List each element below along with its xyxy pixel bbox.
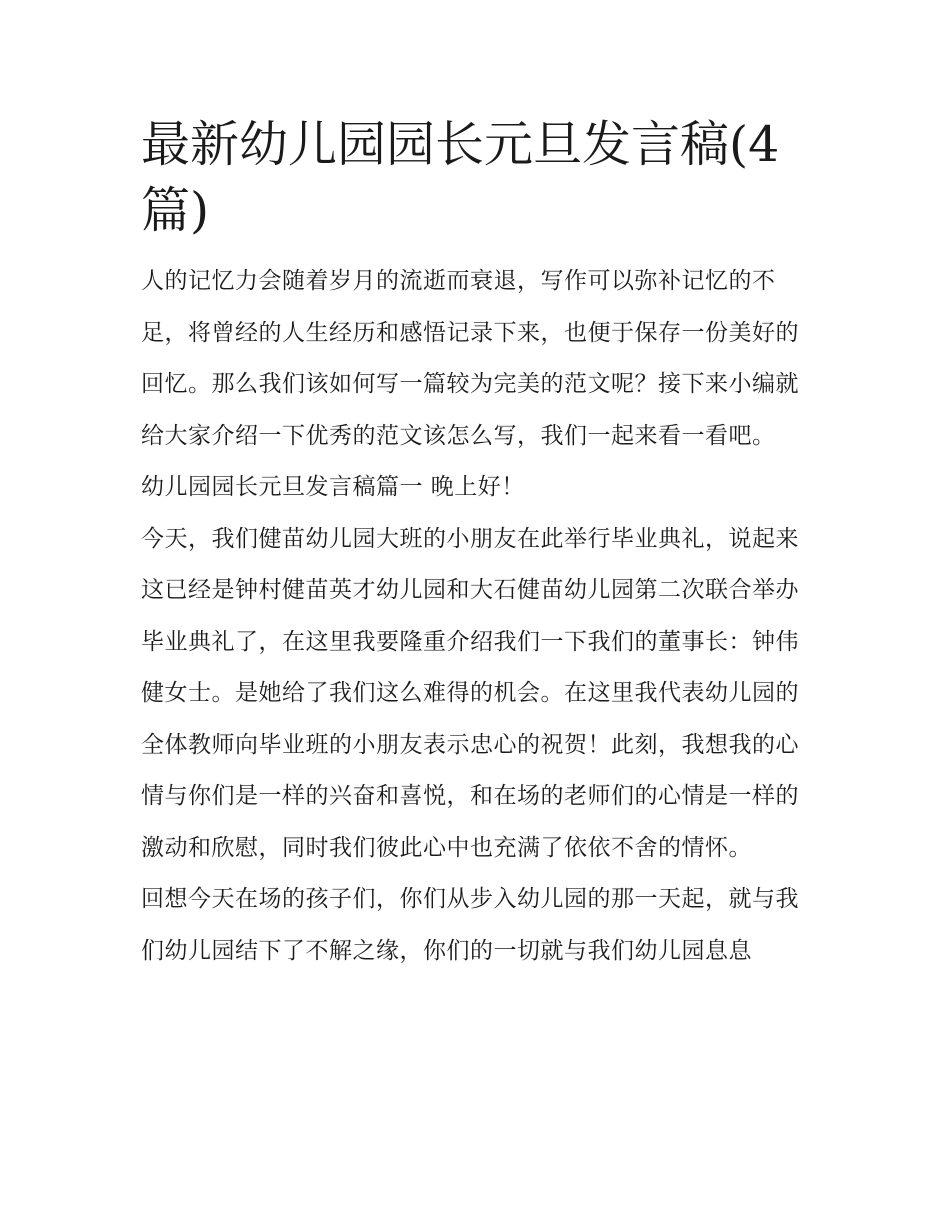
section-heading-paragraph: 幼儿园园长元旦发言稿篇一 晚上好！ xyxy=(141,474,525,500)
body-paragraph: 今天，我们健苗幼儿园大班的小朋友在此举行毕业典礼，说起来这已经是钟村健苗英才幼儿园和大石健苗幼儿园第二次联合举办毕业典礼了，在这里我要隆重介绍我们一下我们的董事长：钟伟健女士。是她给了我们这么难得的机会。在这里我代表幼儿园的全体教师向毕业班的小朋友表示忠心的祝贺！此刻，我想我的心情与你们是一样的兴奋和喜悦，和在场的老师们的心情是一样的激动和欣慰，同时我们彼此心中也充满了依依不舍的情怀。 xyxy=(141,525,799,861)
document-page xyxy=(141,112,813,977)
body-paragraph: 回想今天在场的孩子们，你们从步入幼儿园的那一天起，就与我们幼儿园结下了不解之缘，你们的一切就与我们幼儿园息息 xyxy=(141,886,799,964)
document-title: 最新幼儿园园长元旦发言稿(4篇) xyxy=(141,116,780,239)
intro-paragraph: 人的记忆力会随着岁月的流逝而衰退，写作可以弥补记忆的不足，将曾经的人生经历和感悟记录下来，也便于保存一份美好的回忆。那么我们该如何写一篇较为完美的范文呢？接下来小编就给大家介绍一下优秀的范文该怎么写，我们一起来看一看吧。 xyxy=(141,268,799,449)
